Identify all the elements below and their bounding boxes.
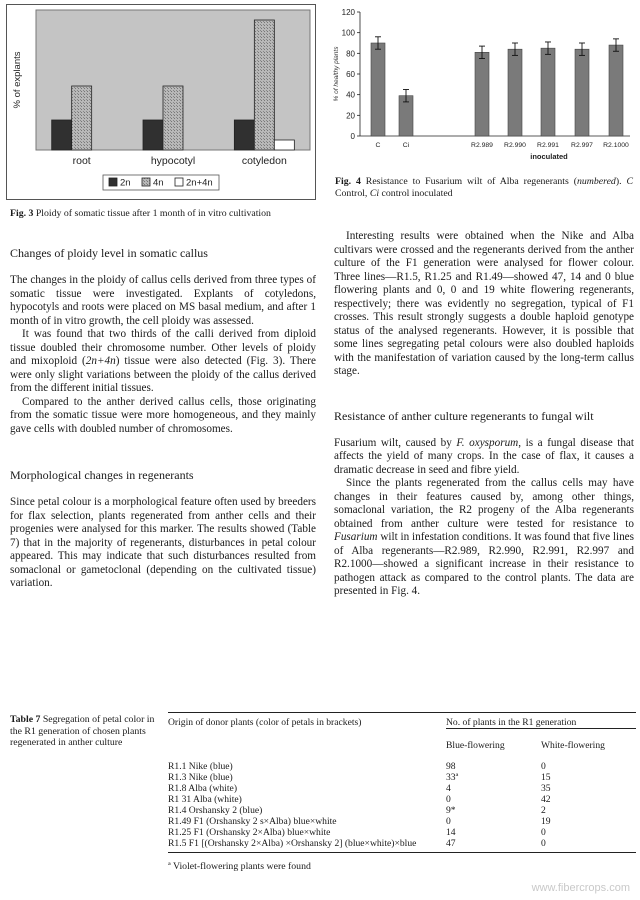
x-tick-label: R2.1000: [603, 142, 629, 149]
y-tick-label: 80: [346, 49, 355, 59]
bar-R2.989: [475, 52, 489, 136]
table-row: [168, 772, 636, 783]
y-tick-label: 100: [341, 28, 355, 38]
row-blue: 33ª: [446, 772, 459, 783]
y-tick-label: 0: [350, 132, 355, 141]
header-spacer: [168, 729, 446, 752]
header-blue: Blue-flowering: [446, 729, 541, 752]
header-group: No. of plants in the R1 generation: [446, 717, 577, 728]
table7-footnote: ª Violet-flowering plants were found: [168, 861, 311, 872]
bar-cotyledon-4n: [254, 20, 274, 150]
paragraph: Interesting results were obtained when the Nike and Alba cultivars were crossed and the regenerants derived from the anther culture of the F1 generation were analysed for flower colour. Three lines—R1.5, R1.25 and R1.49—showed 47, 14 and 0 blue flowering plants and 0, 0 and 19 white flowering regenerants, respectively; there was evidently no segregation, typical of F1 crosses. This result strongly suggests a double haploid genotype status of the analysed regenerants. However, it is possible that some lines segregating petal colours were also doubled haploids with the manifestation of variation caused by the long-term callus stage.: [334, 230, 634, 377]
fig4-caption-part: Resistance to Fusarium wilt of Alba regenerants (: [365, 176, 577, 187]
table7-caption-label: Table 7: [10, 714, 41, 725]
x-tick-label: R2.990: [504, 142, 526, 149]
x-tick-label: R2.991: [537, 142, 559, 149]
paragraph-part: Fusarium wilt, caused by: [334, 436, 457, 449]
section-heading-ploidy: Changes of ploidy level in somatic callus: [10, 246, 208, 260]
y-tick-label: 120: [341, 8, 355, 17]
bar-cotyledon-2n: [234, 120, 254, 150]
y-tick-label: 20: [346, 111, 355, 121]
paragraph: Since petal colour is a morphological feature often used by breeders for flax selection, plants regenerated from anther cells and their progenies were analysed for this marker. The results showed (Table 7) that in the majority of regenerants, disturbances in petal colour appeared. This may indicate that such disturbances resulted from somaclonal or gametoclonal (depending on the cultivated tissue) variation.: [10, 496, 316, 589]
paragraph-part: ) tissue were also detected (Fig. 3). There were only slight variations between the ploidy of the callus derived from the different initial tissues.: [10, 355, 316, 394]
y-tick-label: 60: [346, 70, 355, 79]
x-tick-label: root: [72, 155, 91, 167]
table7-caption-text: Segregation of petal color in the R1 generation of chosen plants regenerated in anther culture: [10, 714, 155, 748]
table7: [168, 712, 636, 873]
watermark: www.fibercrops.com: [531, 882, 630, 894]
row-blue: 14: [446, 827, 456, 838]
row-blue: 47: [446, 838, 456, 849]
fig3-svg: [6, 4, 316, 200]
legend-swatch: [109, 178, 117, 186]
table7-body: [168, 751, 636, 849]
fig3-caption-label: Fig. 3: [10, 208, 34, 219]
row-origin: R1.8 Alba (white): [168, 783, 238, 794]
fig4-caption: [335, 176, 633, 199]
x-axis-label: inoculated: [530, 152, 568, 161]
row-blue: 0: [446, 794, 451, 805]
row-white: 2: [541, 805, 546, 816]
bar-root-2n: [52, 120, 72, 150]
row-origin: R1.5 F1 [(Orshansky 2×Alba) ×Orshansky 2] (blue×white)×blue: [168, 838, 417, 849]
fig3-chart: [6, 4, 316, 200]
row-white: 0: [541, 838, 546, 849]
bar-R2.997: [575, 49, 589, 136]
y-axis-label: % of healthy plants: [333, 46, 340, 102]
paragraph-italic: Fusarium: [334, 531, 378, 543]
table-row: [168, 805, 636, 816]
table-rule-top: [168, 712, 636, 713]
row-origin: R1.25 F1 (Orshansky 2×Alba) blue×white: [168, 827, 331, 838]
table-row: [168, 751, 636, 772]
paragraph-part: wilt in infestation conditions. It was found that five lines of Alba regenerants—R2.989, R2.990, R2.991, R2.997 and R2.1000—showed a significant increase in their resistance to pathogen attack as compared to the control plants. The data are presented in Fig. 4.: [334, 531, 634, 597]
x-tick-label: R2.989: [471, 142, 493, 149]
table-subheader-row: [168, 729, 636, 752]
y-axis-label: % of explants: [12, 51, 23, 109]
table-header-row: [168, 717, 636, 729]
row-white: 35: [541, 783, 551, 794]
bar-root-4n: [72, 86, 92, 150]
legend-swatch: [175, 178, 183, 186]
fig3-caption-text: Ploidy of somatic tissue after 1 month of in vitro cultivation: [35, 208, 271, 219]
fig4-caption-part: ).: [615, 176, 627, 187]
x-tick-label: hypocotyl: [150, 155, 196, 167]
row-origin: R1 31 Alba (white): [168, 794, 242, 805]
fig4-caption-part: Control,: [335, 187, 370, 199]
bar-hypocotyl-4n: [163, 86, 183, 150]
fig4-svg: [330, 2, 636, 170]
row-origin: R1.3 Nike (blue): [168, 772, 233, 783]
row-white: 19: [541, 816, 551, 827]
right-column: [334, 230, 634, 599]
paragraph: The changes in the ploidy of callus cells derived from three types of somatic tissue were investigated. Explants of cotyledons, hypocotyls and roots were placed on MS basal medium, and after 1 month of in vitro growth, the cell ploidy was assessed.: [10, 274, 316, 327]
bar-hypocotyl-2n: [143, 120, 163, 150]
fig3-caption: [10, 208, 320, 220]
fig4-caption-part: control inoculated: [379, 187, 453, 199]
paragraph: [334, 437, 634, 478]
legend-label: 2n+4n: [186, 177, 213, 189]
paragraph-italic: 2n+4n: [85, 355, 116, 367]
left-column: [10, 246, 316, 591]
legend-label: 4n: [153, 177, 164, 189]
row-origin: R1.49 F1 (Orshansky 2 s×Alba) blue×white: [168, 816, 337, 827]
legend-label: 2n: [120, 177, 131, 189]
table-row: [168, 783, 636, 794]
table-row: [168, 816, 636, 827]
paragraph-part: Since the plants regenerated from the callus cells may have changes in their features caused by, among other things, somaclonal variation, the R2 progeny of the Alba regenerants obtained from anther culture were tested for resistance to: [334, 477, 634, 530]
fig4-caption-italic: numbered: [577, 176, 616, 187]
bar-cotyledon-2n+4n: [274, 140, 294, 150]
row-origin: R1.1 Nike (blue): [168, 761, 233, 772]
table-row: [168, 827, 636, 838]
row-blue: 4: [446, 783, 451, 794]
paragraph: Compared to the anther derived callus cells, those originating from the somatic tissue were more homogeneous, and they mainly gave cells with doubled number of chromosomes.: [10, 395, 316, 435]
row-white: 15: [541, 772, 551, 783]
paragraph: [10, 328, 316, 396]
legend-swatch: [142, 178, 150, 186]
header-white: White-flowering: [541, 729, 636, 752]
table-row: [168, 838, 636, 849]
table-rule-bottom: [168, 852, 636, 853]
bar-R2.990: [508, 49, 522, 136]
bar-R2.991: [541, 48, 555, 136]
section-heading-morphological: Morphological changes in regenerants: [10, 468, 194, 482]
bar-R2.1000: [609, 45, 623, 136]
row-white: 0: [541, 827, 546, 838]
row-origin: R1.4 Orshansky 2 (blue): [168, 805, 263, 816]
x-tick-label: cotyledon: [241, 155, 287, 167]
bar-C: [371, 43, 385, 136]
row-blue: 0: [446, 816, 451, 827]
fig4-caption-italic: C: [626, 176, 633, 187]
section-heading-resistance: Resistance of anther culture regenerants to fungal wilt: [334, 408, 594, 423]
table7-grid: [168, 717, 636, 849]
paragraph-part: , is a fungal disease that affects the yield of many crops. In the case of flax, it causes a dramatic decrease in seed and fibre yield.: [334, 436, 635, 476]
paragraph-part: It was found that two thirds of the calli derived from diploid tissue doubled their chromosome number. Other levels of ploidy and mixoploid (: [10, 328, 316, 367]
x-tick-label: C: [375, 142, 381, 149]
header-origin: Origin of donor plants (color of petals in brackets): [168, 717, 362, 728]
table-row: [168, 794, 636, 805]
x-tick-label: R2.997: [571, 142, 593, 149]
y-tick-label: 40: [346, 90, 355, 100]
x-tick-label: Ci: [402, 142, 410, 149]
paragraph-italic: F. oxysporum: [456, 436, 519, 449]
row-blue: 98: [446, 761, 456, 772]
fig4-chart: [330, 2, 636, 170]
row-blue: 9*: [446, 805, 456, 816]
paragraph: [334, 477, 634, 599]
row-white: 42: [541, 794, 551, 805]
row-white: 0: [541, 761, 546, 772]
fig4-caption-italic: Ci: [369, 187, 380, 199]
fig4-caption-label: Fig. 4: [335, 176, 361, 187]
table7-caption: [10, 714, 158, 749]
